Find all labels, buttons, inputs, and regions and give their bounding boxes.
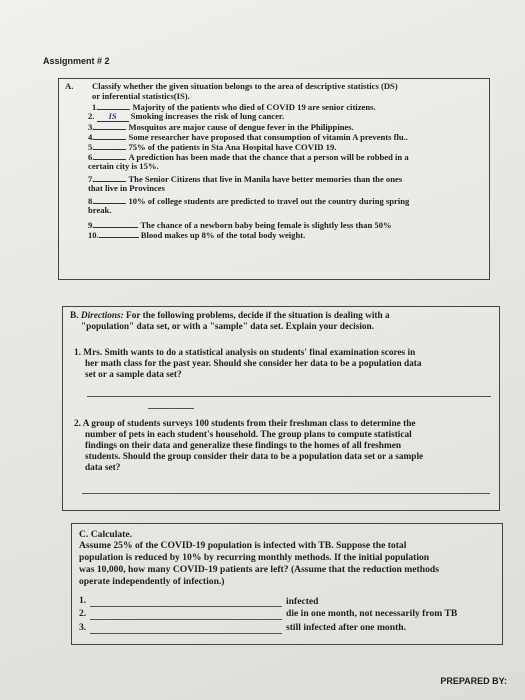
question-2-line-5: data set? xyxy=(85,463,121,473)
list-item: 7. The Senior Citizens that live in Manila have better memories than the ones xyxy=(88,174,403,184)
list-item: 1. Majority of the patients who died of COVID 19 are senior citizens. xyxy=(92,102,376,112)
list-item: 3. Mosquitos are major cause of dengue fever in the Philippines. xyxy=(88,122,354,132)
answer-blank[interactable]: IS xyxy=(97,111,129,122)
blank-1-label: infected xyxy=(286,596,319,607)
list-item: 5. 75% of the patients in Sta Ana Hospital have COVID 19. xyxy=(88,142,337,152)
list-item: 2. IS Smoking increases the risk of lung cancer. xyxy=(88,111,285,121)
list-item: 9. The chance of a newborn baby being female is slightly less than 50% xyxy=(88,220,392,230)
section-c-body-4: operate independently of infection.) xyxy=(79,576,225,587)
answer-blank[interactable] xyxy=(94,151,126,160)
question-2-line-4: students. Should the group consider their data to be a population data set or a sample xyxy=(85,452,424,462)
blank-1-num: 1. xyxy=(79,595,87,606)
blank-3-line[interactable] xyxy=(90,633,282,634)
answer-blank[interactable] xyxy=(98,101,130,110)
section-b-directions: B. Directions: For the following problems, decide if the situation is dealing with a xyxy=(70,311,390,321)
answer-line[interactable] xyxy=(148,408,194,409)
blank-3-label: still infected after one month. xyxy=(286,622,406,633)
question-2-line-2: number of pets in each student's household. The group plans to compute statistical xyxy=(85,430,412,440)
answer-blank[interactable] xyxy=(94,121,126,130)
section-b-box xyxy=(62,306,500,511)
list-item-cont: break. xyxy=(88,205,112,215)
question-1-line-3: set or a sample data set? xyxy=(85,370,182,380)
list-item-cont: that live in Provinces xyxy=(88,183,165,193)
blank-1-line[interactable] xyxy=(90,606,282,607)
section-c-heading: C. Calculate. xyxy=(79,529,133,540)
section-a-instruction: Classify whether the given situation belongs to the area of descriptive statistics (DS) xyxy=(92,81,398,91)
section-a-instruction-cont: or inferential statistics(IS). xyxy=(92,91,190,101)
answer-blank[interactable] xyxy=(94,131,126,140)
blank-2-line[interactable] xyxy=(90,619,282,620)
answer-blank[interactable] xyxy=(94,141,126,150)
section-c-body-3: was 10,000, how many COVID-19 patients are left? (Assume that the reduction methods xyxy=(79,564,439,575)
blank-3-num: 3. xyxy=(79,622,87,633)
answer-blank[interactable] xyxy=(94,219,138,228)
section-b-directions-cont: "population" data set, or with a "sample" data set. Explain your decision. xyxy=(81,322,375,332)
answer-line[interactable] xyxy=(87,396,491,397)
answer-blank[interactable] xyxy=(94,195,126,204)
section-c-body-1: Assume 25% of the COVID-19 population is infected with TB. Suppose the total xyxy=(79,540,407,551)
prepared-by-label: PREPARED BY: xyxy=(440,676,507,686)
section-a-label: A. xyxy=(65,81,74,91)
list-item-cont: certain city is 15%. xyxy=(88,161,159,171)
answer-line[interactable] xyxy=(82,493,490,494)
list-item: 10. Blood makes up 8% of the total body weight. xyxy=(88,230,306,240)
list-item: 8. 10% of college students are predicted to travel out the country during spring xyxy=(88,196,410,206)
assignment-title: Assignment # 2 xyxy=(43,56,110,66)
question-2-line-1: 2. A group of students surveys 100 students from their freshman class to determine the xyxy=(74,419,416,429)
answer-blank[interactable] xyxy=(99,229,139,238)
section-c-body-2: population is reduced by 10% by recurring monthly methods. If the initial population xyxy=(79,552,430,563)
list-item: 6. A prediction has been made that the chance that a person will be robbed in a xyxy=(88,152,409,162)
question-1-line-1: 1. Mrs. Smith wants to do a statistical analysis on students' final examination scores in xyxy=(74,348,416,358)
blank-2-num: 2. xyxy=(79,608,87,619)
answer-blank[interactable] xyxy=(94,173,126,182)
list-item: 4. Some researcher have proposed that consumption of vitamin A prevents flu.. xyxy=(88,132,408,142)
blank-2-label: die in one month, not necessarily from TB xyxy=(286,608,458,619)
question-2-line-3: findings on their data and generalize these findings to the homes of all freshmen xyxy=(85,441,402,451)
question-1-line-2: her math class for the past year. Should she consider her data to be a population data xyxy=(85,359,422,369)
